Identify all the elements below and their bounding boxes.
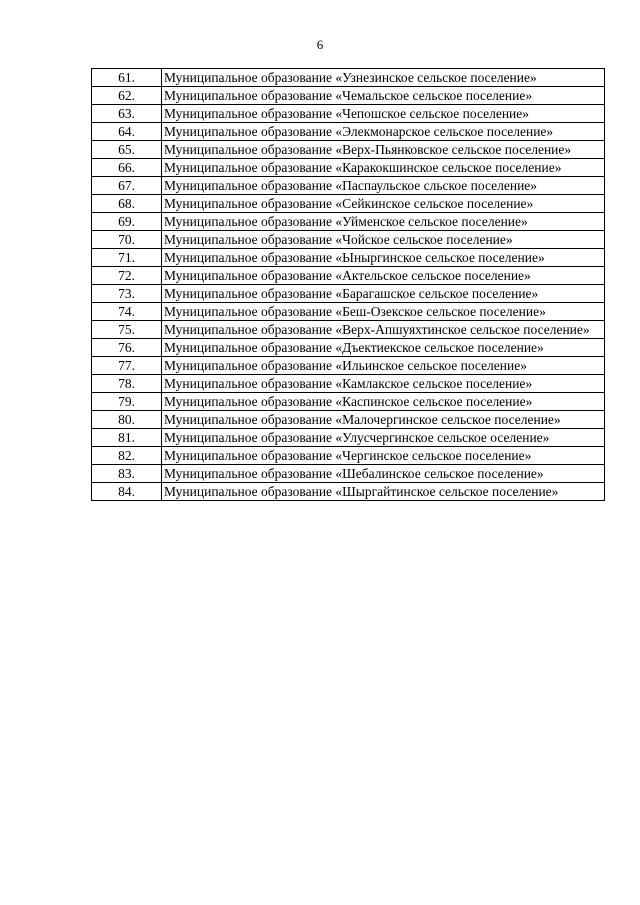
table-row	[92, 285, 605, 303]
municipality-name: Муниципальное образование «Чойское сельское поселение»	[162, 231, 605, 249]
municipality-name: Муниципальное образование «Ыныргинское сельское поселение»	[162, 249, 605, 267]
row-number: 75.	[92, 321, 162, 339]
municipality-name: Муниципальное образование «Беш-Озекское сельское поселение»	[162, 303, 605, 321]
row-number: 80.	[92, 411, 162, 429]
municipality-name: Муниципальное образование «Актельское сельское поселение»	[162, 267, 605, 285]
table-row	[92, 87, 605, 105]
table-row	[92, 411, 605, 429]
table-row	[92, 249, 605, 267]
table-row	[92, 375, 605, 393]
row-number: 79.	[92, 393, 162, 411]
table-row	[92, 447, 605, 465]
row-number: 66.	[92, 159, 162, 177]
municipality-name: Муниципальное образование «Чемальское сельское поселение»	[162, 87, 605, 105]
table-row	[92, 267, 605, 285]
row-number: 78.	[92, 375, 162, 393]
table-row	[92, 177, 605, 195]
municipality-name: Муниципальное образование «Верх-Пьянковское сельское поселение»	[162, 141, 605, 159]
municipality-name: Муниципальное образование «Узнезинское сельское поселение»	[162, 69, 605, 87]
row-number: 82.	[92, 447, 162, 465]
municipality-table-body	[92, 69, 605, 501]
table-row	[92, 465, 605, 483]
municipality-name: Муниципальное образование «Камлакское сельское поселение»	[162, 375, 605, 393]
municipality-table	[91, 68, 605, 501]
municipality-name: Муниципальное образование «Каракокшинское сельское поселение»	[162, 159, 605, 177]
row-number: 76.	[92, 339, 162, 357]
municipality-name: Муниципальное образование «Чергинское сельское поселение»	[162, 447, 605, 465]
table-row	[92, 69, 605, 87]
table-row	[92, 159, 605, 177]
municipality-name: Муниципальное образование «Малочергинское сельское поселение»	[162, 411, 605, 429]
row-number: 81.	[92, 429, 162, 447]
row-number: 68.	[92, 195, 162, 213]
table-row	[92, 141, 605, 159]
municipality-name: Муниципальное образование «Сейкинское сельское поселение»	[162, 195, 605, 213]
row-number: 72.	[92, 267, 162, 285]
row-number: 83.	[92, 465, 162, 483]
row-number: 74.	[92, 303, 162, 321]
table-row	[92, 339, 605, 357]
table-row	[92, 123, 605, 141]
municipality-name: Муниципальное образование «Барагашское сельское поселение»	[162, 285, 605, 303]
row-number: 73.	[92, 285, 162, 303]
table-row	[92, 357, 605, 375]
row-number: 62.	[92, 87, 162, 105]
table-row	[92, 429, 605, 447]
table-row	[92, 105, 605, 123]
table-row	[92, 195, 605, 213]
row-number: 70.	[92, 231, 162, 249]
page-number: 6	[316, 37, 324, 52]
municipality-name: Муниципальное образование «Шыргайтинское сельское поселение»	[162, 483, 605, 501]
row-number: 69.	[92, 213, 162, 231]
table-row	[92, 303, 605, 321]
table-row	[92, 321, 605, 339]
municipality-name: Муниципальное образование «Уйменское сельское поселение»	[162, 213, 605, 231]
municipality-name: Муниципальное образование «Каспинское сельское поселение»	[162, 393, 605, 411]
table-row	[92, 483, 605, 501]
row-number: 61.	[92, 69, 162, 87]
row-number: 84.	[92, 483, 162, 501]
municipality-name: Муниципальное образование «Верх-Апшуяхтинское сельское поселение»	[162, 321, 605, 339]
row-number: 64.	[92, 123, 162, 141]
municipality-name: Муниципальное образование «Паспаульское сльское поселение»	[162, 177, 605, 195]
municipality-name: Муниципальное образование «Улусчергинское сельское оселение»	[162, 429, 605, 447]
row-number: 67.	[92, 177, 162, 195]
row-number: 63.	[92, 105, 162, 123]
row-number: 77.	[92, 357, 162, 375]
municipality-name: Муниципальное образование «Чепошское сельское поселение»	[162, 105, 605, 123]
table-row	[92, 213, 605, 231]
municipality-name: Муниципальное образование «Элекмонарское сельское поселение»	[162, 123, 605, 141]
municipality-name: Муниципальное образование «Ильинское сельское поселение»	[162, 357, 605, 375]
row-number: 65.	[92, 141, 162, 159]
municipality-name: Муниципальное образование «Дъектиекское сельское поселение»	[162, 339, 605, 357]
row-number: 71.	[92, 249, 162, 267]
table-row	[92, 231, 605, 249]
municipality-name: Муниципальное образование «Шебалинское сельское поселение»	[162, 465, 605, 483]
table-row	[92, 393, 605, 411]
